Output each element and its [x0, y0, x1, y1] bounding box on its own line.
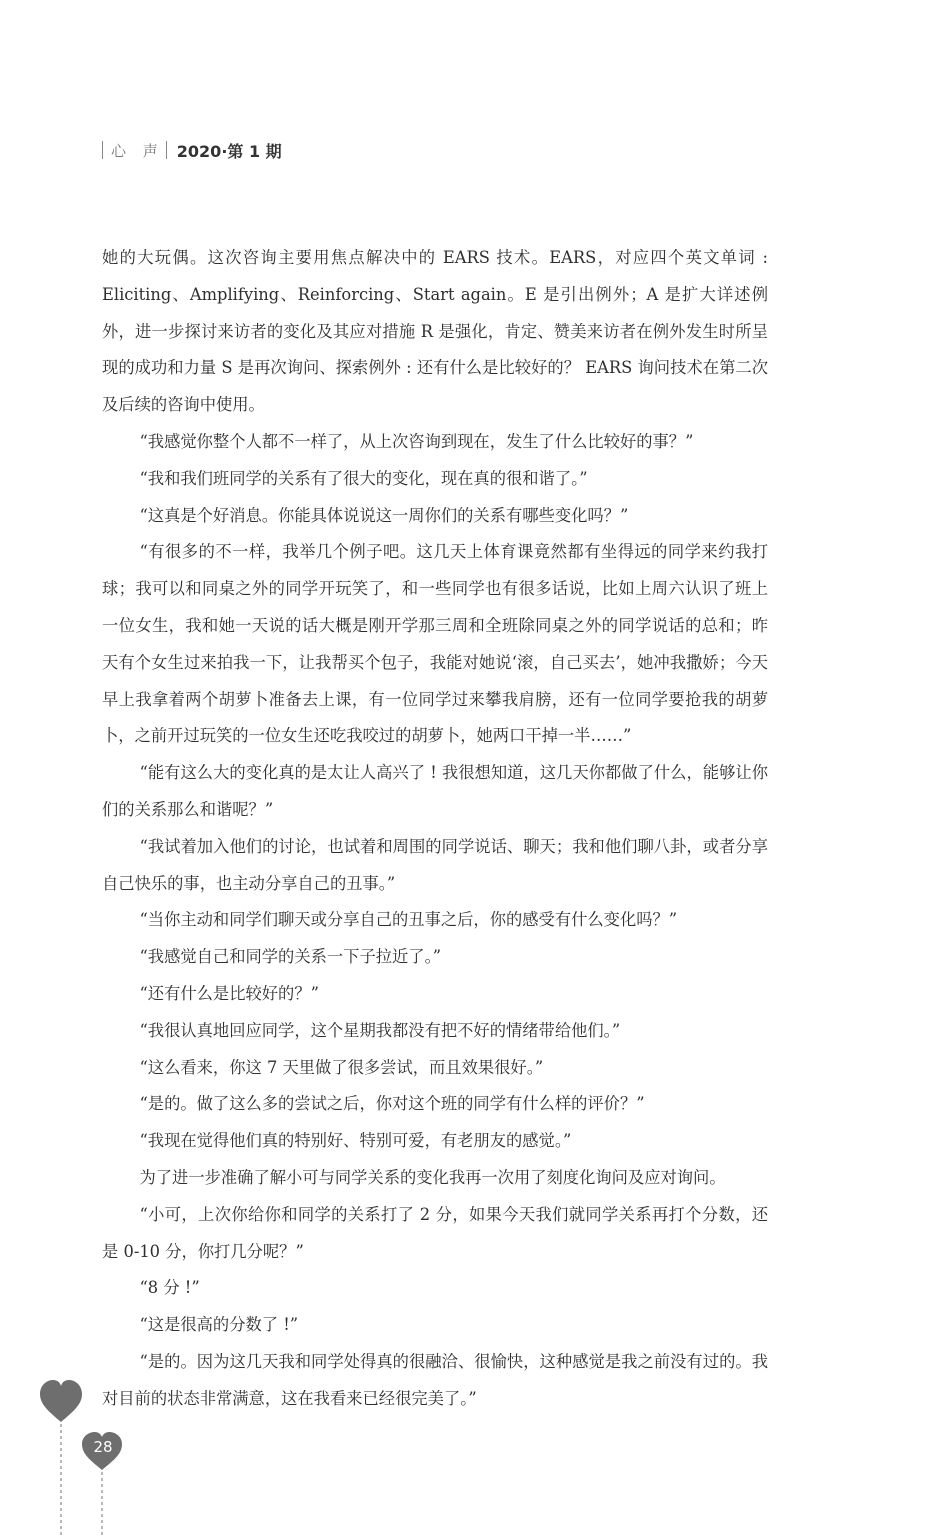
- paragraph: “我感觉自己和同学的关系一下子拉近了。”: [139, 947, 442, 967]
- page-number: 28: [93, 1438, 113, 1456]
- header-divider: [166, 141, 167, 159]
- paragraph: “我和我们班同学的关系有了很大的变化，现在真的很和谐了。”: [139, 468, 588, 488]
- paragraph: “这是很高的分数了 !”: [139, 1315, 299, 1335]
- paragraph: “这真是个好消息。你能具体说说这一周你们的关系有哪些变化吗？”: [139, 505, 629, 525]
- paragraph: “还有什么是比较好的？”: [139, 983, 319, 1003]
- paragraph: 她的大玩偶。这次咨询主要用焦点解决中的 EARS 技术。EARS，对应四个英文单词 : Eliciting、Amplifying、Reinforcing、Start again。E 是引出例外；A 是扩大详述例外，进一步探讨来访者的变化及其应对措施 R 是强化，肯定、赞美来访者在例外发生时所呈现的成功和力量 S 是再次询问、探索例外 : 还有什么是比较好的？ EARS 询问技术在第二次及后续的咨询中使用。: [102, 248, 768, 415]
- paragraph: “有很多的不一样，我举几个例子吧。这几天上体育课竟然都有坐得远的同学来约我打球；我可以和同桌之外的同学开玩笑了，和一些同学也有很多话说，比如上周六认识了班上一位女生，我和她一天说的话大概是刚开学那三周和全班除同桌之外的同学说话的总和；昨天有个女生过来拍我一下，让我帮买个包子，我能对她说‘滚，自己买去’，她冲我撒娇；今天早上我拿着两个胡萝卜准备去上课，有一位同学过来攀我肩膀，还有一位同学要抢我的胡萝卜，之前开过玩笑的一位女生还吃我咬过的胡萝卜，她两口干掉一半……”: [102, 542, 768, 746]
- paragraph: “是的。做了这么多的尝试之后，你对这个班的同学有什么样的评价？”: [139, 1094, 645, 1114]
- paragraph: “我很认真地回应同学，这个星期我都没有把不好的情绪带给他们。”: [139, 1020, 621, 1040]
- paragraph: “能有这么大的变化真的是太让人高兴了 ! 我很想知道，这几天你都做了什么，能够让你们的关系那么和谐呢？”: [102, 763, 768, 819]
- header-divider: [102, 141, 103, 159]
- running-header: [102, 136, 282, 164]
- paragraph: “我感觉你整个人都不一样了，从上次咨询到现在，发生了什么比较好的事？”: [139, 431, 694, 451]
- header-section-title: 心 声: [111, 141, 164, 160]
- paragraph: “我现在觉得他们真的特别好、特别可爱，有老朋友的感觉。”: [139, 1131, 572, 1151]
- page-folio: [40, 1380, 130, 1535]
- paragraph: “这么看来，你这 7 天里做了很多尝试，而且效果很好。”: [139, 1057, 544, 1077]
- paragraph: “是的。因为这几天我和同学处得真的很融洽、很愉快，这种感觉是我之前没有过的。我对目前的状态非常满意，这在我看来已经很完美了。”: [102, 1351, 768, 1408]
- paragraph: “当你主动和同学们聊天或分享自己的丑事之后，你的感受有什么变化吗？”: [139, 910, 678, 930]
- header-issue: 2020·第 1 期: [176, 141, 282, 161]
- paragraph: 为了进一步准确了解小可与同学关系的变化我再一次用了刻度化询问及应对询问。: [139, 1167, 726, 1187]
- paragraph: “8 分 !”: [139, 1278, 200, 1298]
- heart-icon: [40, 1380, 130, 1535]
- paragraph: “我试着加入他们的讨论，也试着和周围的同学说话、聊天；我和他们聊八卦，或者分享自己快乐的事，也主动分享自己的丑事。”: [102, 836, 768, 893]
- paragraph: “小可，上次你给你和同学的关系打了 2 分，如果今天我们就同学关系再打个分数，还是 0-10 分，你打几分呢？”: [102, 1204, 768, 1261]
- article-body: [102, 240, 768, 1418]
